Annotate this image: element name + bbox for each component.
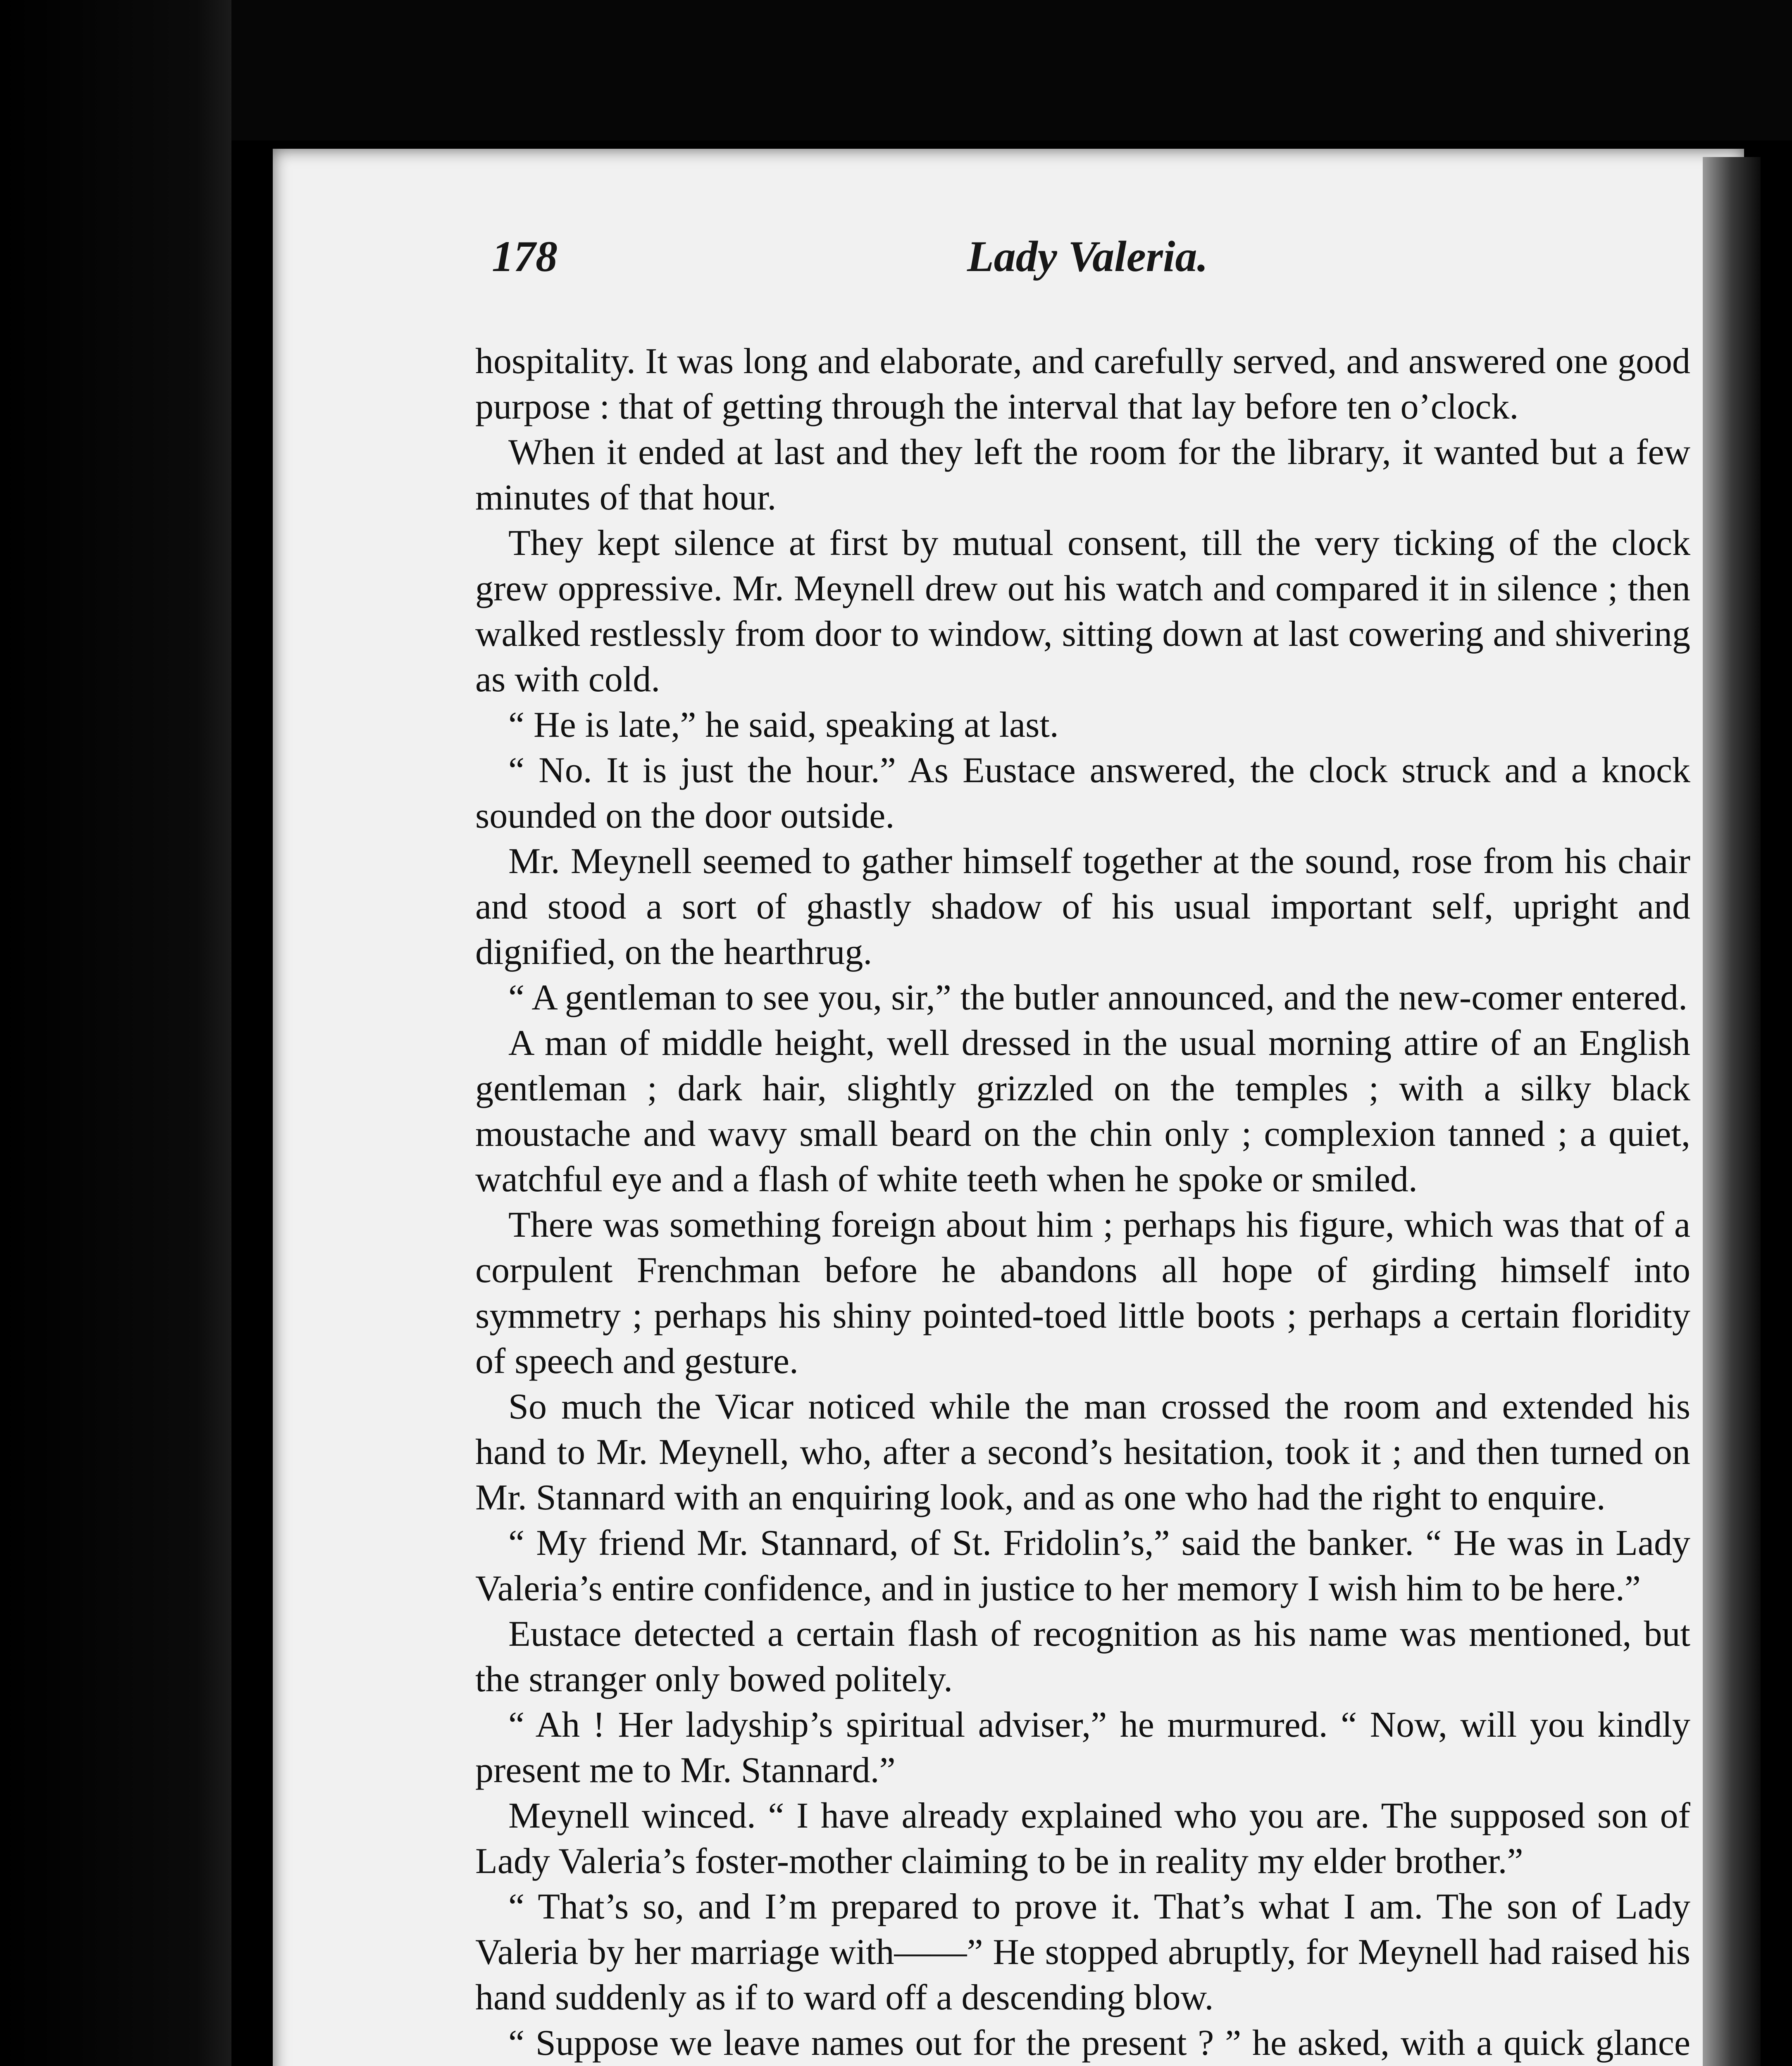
- paragraph: “ He is late,” he said, speaking at last.: [508, 705, 1059, 745]
- paragraph: So much the Vicar noticed while the man crossed the room and extended his hand to Mr. Meynell, who, after a second’s hesitation, took it ; and then turned on Mr. Stannard with an enquiring look, and as one who had the right to enquire.: [475, 1387, 1690, 1518]
- paragraph: There was something foreign about him ; perhaps his figure, which was that of a corpulent Frenchman before he abandons all hope of girding himself into symmetry ; perhaps his shiny pointed-toed little boots ; perhaps a certain floridity of speech and gesture.: [475, 1205, 1690, 1381]
- body-text: [475, 339, 1690, 2066]
- running-title: Lady Valeria.: [967, 232, 1208, 281]
- paragraph: A man of middle height, well dressed in the usual morning attire of an English gentleman ; dark hair, slightly grizzled on the temples ; with a silky black moustache and wavy small beard on the chin only ; complexion tanned ; a quiet, watchful eye and a flash of white teeth when he spoke or smiled.: [475, 1023, 1690, 1200]
- paragraph: “ Ah ! Her ladyship’s spiritual adviser,” he murmured. “ Now, will you kindly present me to Mr. Stannard.”: [475, 1705, 1690, 1790]
- scan-top-border: [0, 0, 1792, 140]
- paragraph: “ My friend Mr. Stannard, of St. Fridolin’s,” said the banker. “ He was in Lady Valeria’s entire confidence, and in justice to her memory I wish him to be here.”: [475, 1523, 1690, 1609]
- paragraph: When it ended at last and they left the room for the library, it wanted but a few minutes of that hour.: [475, 432, 1690, 518]
- paragraph: They kept silence at first by mutual consent, till the very ticking of the clock grew oppressive. Mr. Meynell drew out his watch and compared it in silence ; then walked restlessly from door to window, sitting down at last cowering and shivering as with cold.: [475, 523, 1690, 700]
- paragraph: Mr. Meynell seemed to gather himself together at the sound, rose from his chair and stood a sort of ghastly shadow of his usual important self, upright and dignified, on the hearthrug.: [475, 841, 1690, 972]
- paragraph: Meynell winced. “ I have already explained who you are. The supposed son of Lady Valeria’s foster-mother claiming to be in reality my elder brother.”: [475, 1796, 1690, 1881]
- page-number: 178: [492, 232, 558, 281]
- paragraph: “ A gentleman to see you, sir,” the butler announced, and the new-comer entered.: [508, 978, 1687, 1018]
- paragraph: “ Suppose we leave names out for the present ? ” he asked, with a quick glance: [508, 2023, 1690, 2063]
- scan-left-border: [0, 0, 231, 2066]
- book-page-edge: [1703, 157, 1761, 2066]
- paragraph: “ That’s so, and I’m prepared to prove it. That’s what I am. The son of Lady Valeria by her marriage with——” He stopped abruptly, for Meynell had raised his hand suddenly as if to ward off a descending blow.: [475, 1887, 1690, 2018]
- paragraph: “ No. It is just the hour.” As Eustace answered, the clock struck and a knock sounded on the door outside.: [475, 750, 1690, 836]
- paragraph: hospitality. It was long and elaborate, and carefully served, and answered one good purpose : that of getting through the interval that lay before ten o’clock.: [475, 341, 1690, 427]
- paragraph: Eustace detected a certain flash of recognition as his name was mentioned, but the stranger only bowed politely.: [475, 1614, 1690, 1699]
- page-header: [492, 231, 1682, 302]
